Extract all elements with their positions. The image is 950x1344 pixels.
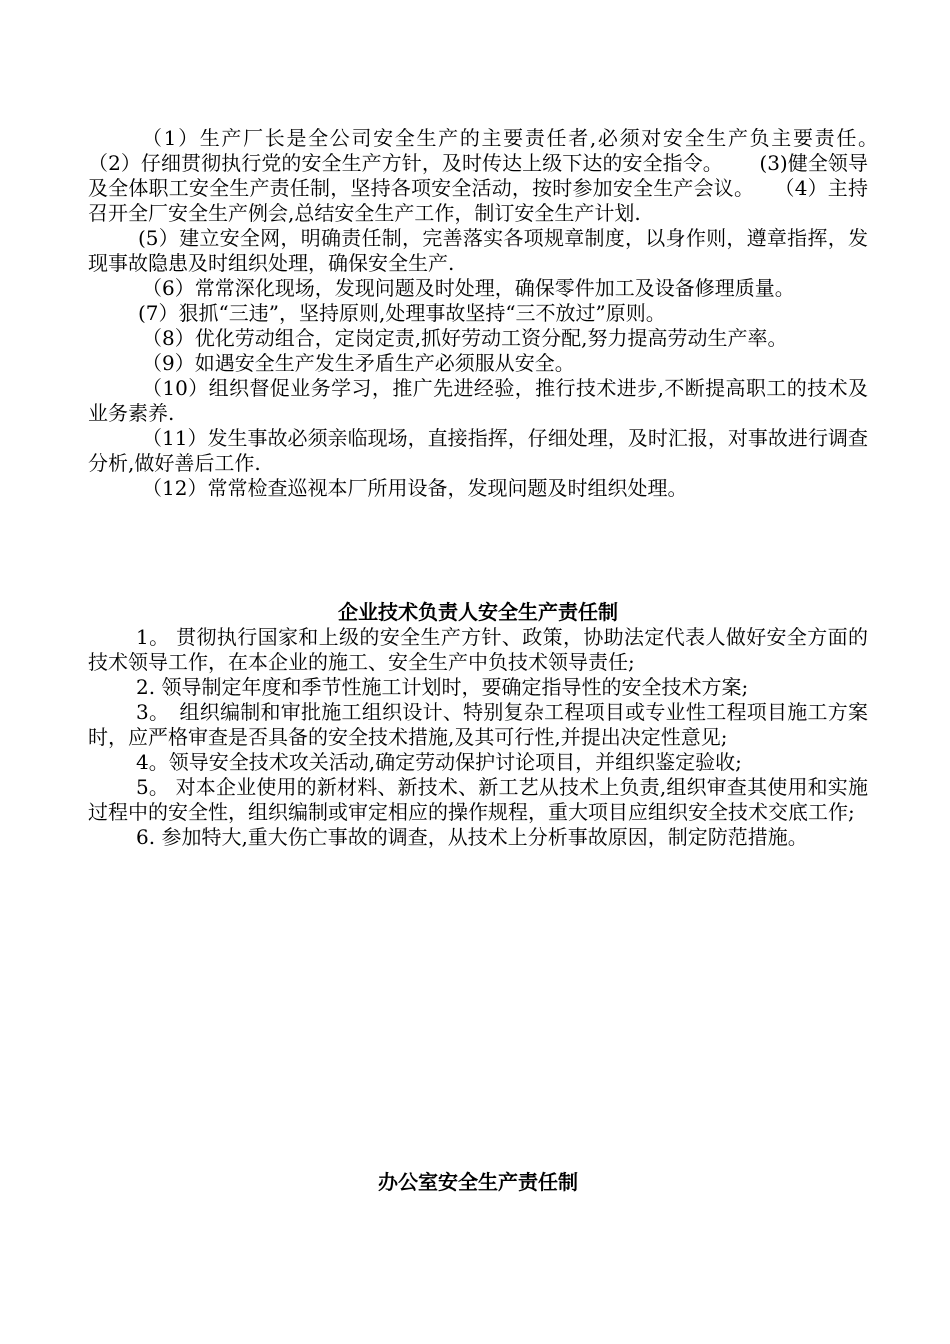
paragraph-tech-duty-1: 1。 贯彻执行国家和上级的安全生产方针、政策，协助法定代表人做好安全方面的技术领导工作，在本企业的施工、安全生产中负技术领导责任; <box>88 625 868 674</box>
paragraph-tech-duty-5: 5。 对本企业使用的新材料、新技术、新工艺从技术上负责,组织审查其使用和实施过程中的安全性，组织编制或审定相应的操作规程，重大项目应组织安全技术交底工作; <box>88 775 868 824</box>
paragraph-duty-12: （12）常常检查巡视本厂所用设备，发现问题及时组织处理。 <box>142 476 688 500</box>
paragraph-duty-7: (7）狠抓“三违”，坚持原则,处理事故坚持“三不放过”原则。 <box>138 301 666 325</box>
paragraph-tech-duty-2: 2. 领导制定年度和季节性施工计划时，要确定指导性的安全技术方案; <box>136 675 749 699</box>
paragraph-duty-5: (5）建立安全网，明确责任制，完善落实各项规章制度，以身作则，遵章指挥，发现事故隐患及时组织处理，确保安全生产. <box>88 226 868 275</box>
section-title-office: 办公室安全生产责任制 <box>378 1170 578 1194</box>
section-title-technical-lead: 企业技术负责人安全生产责任制 <box>338 600 618 624</box>
paragraph-tech-duty-6: 6. 参加特大,重大伤亡事故的调查，从技术上分析事故原因，制定防范措施。 <box>136 825 808 849</box>
paragraph-duty-11: （11）发生事故必须亲临现场，直接指挥，仔细处理，及时汇报，对事故进行调查分析,做好善后工作. <box>88 426 868 475</box>
paragraph-duties-1-4: （1）生产厂长是全公司安全生产的主要责任者,必须对安全生产负主要责任。 （2）仔细贯彻执行党的安全生产方针，及时传达上级下达的安全指令。 (3)健全领导及全体职工安全生产责任制，坚持各项安全活动，按时参加安全生产会议。 （4）主持召开全厂安全生产例会,总结安全生产工作，制订安全生产计划. <box>88 126 908 225</box>
section-production-manager-duties <box>88 126 908 501</box>
paragraph-duty-6: （6）常常深化现场，发现问题及时处理，确保零件加工及设备修理质量。 <box>142 276 795 300</box>
paragraph-tech-duty-4: 4。领导安全技术攻关活动,确定劳动保护讨论项目，并组织鉴定验收; <box>136 750 742 774</box>
paragraph-duty-8: （8）优化劳动组合，定岗定责,抓好劳动工资分配,努力提高劳动生产率。 <box>142 326 788 350</box>
paragraph-duty-10: （10）组织督促业务学习，推广先进经验，推行技术进步,不断提高职工的技术及业务素养. <box>88 376 868 425</box>
paragraph-duty-9: （9）如遇安全生产发生矛盾生产必须服从安全。 <box>142 351 575 375</box>
paragraph-tech-duty-3: 3。 组织编制和审批施工组织设计、特别复杂工程项目或专业性工程项目施工方案时，应严格审查是否具备的安全技术措施,及其可行性,并提出决定性意见; <box>88 700 868 749</box>
section-technical-lead-duties <box>88 625 868 850</box>
